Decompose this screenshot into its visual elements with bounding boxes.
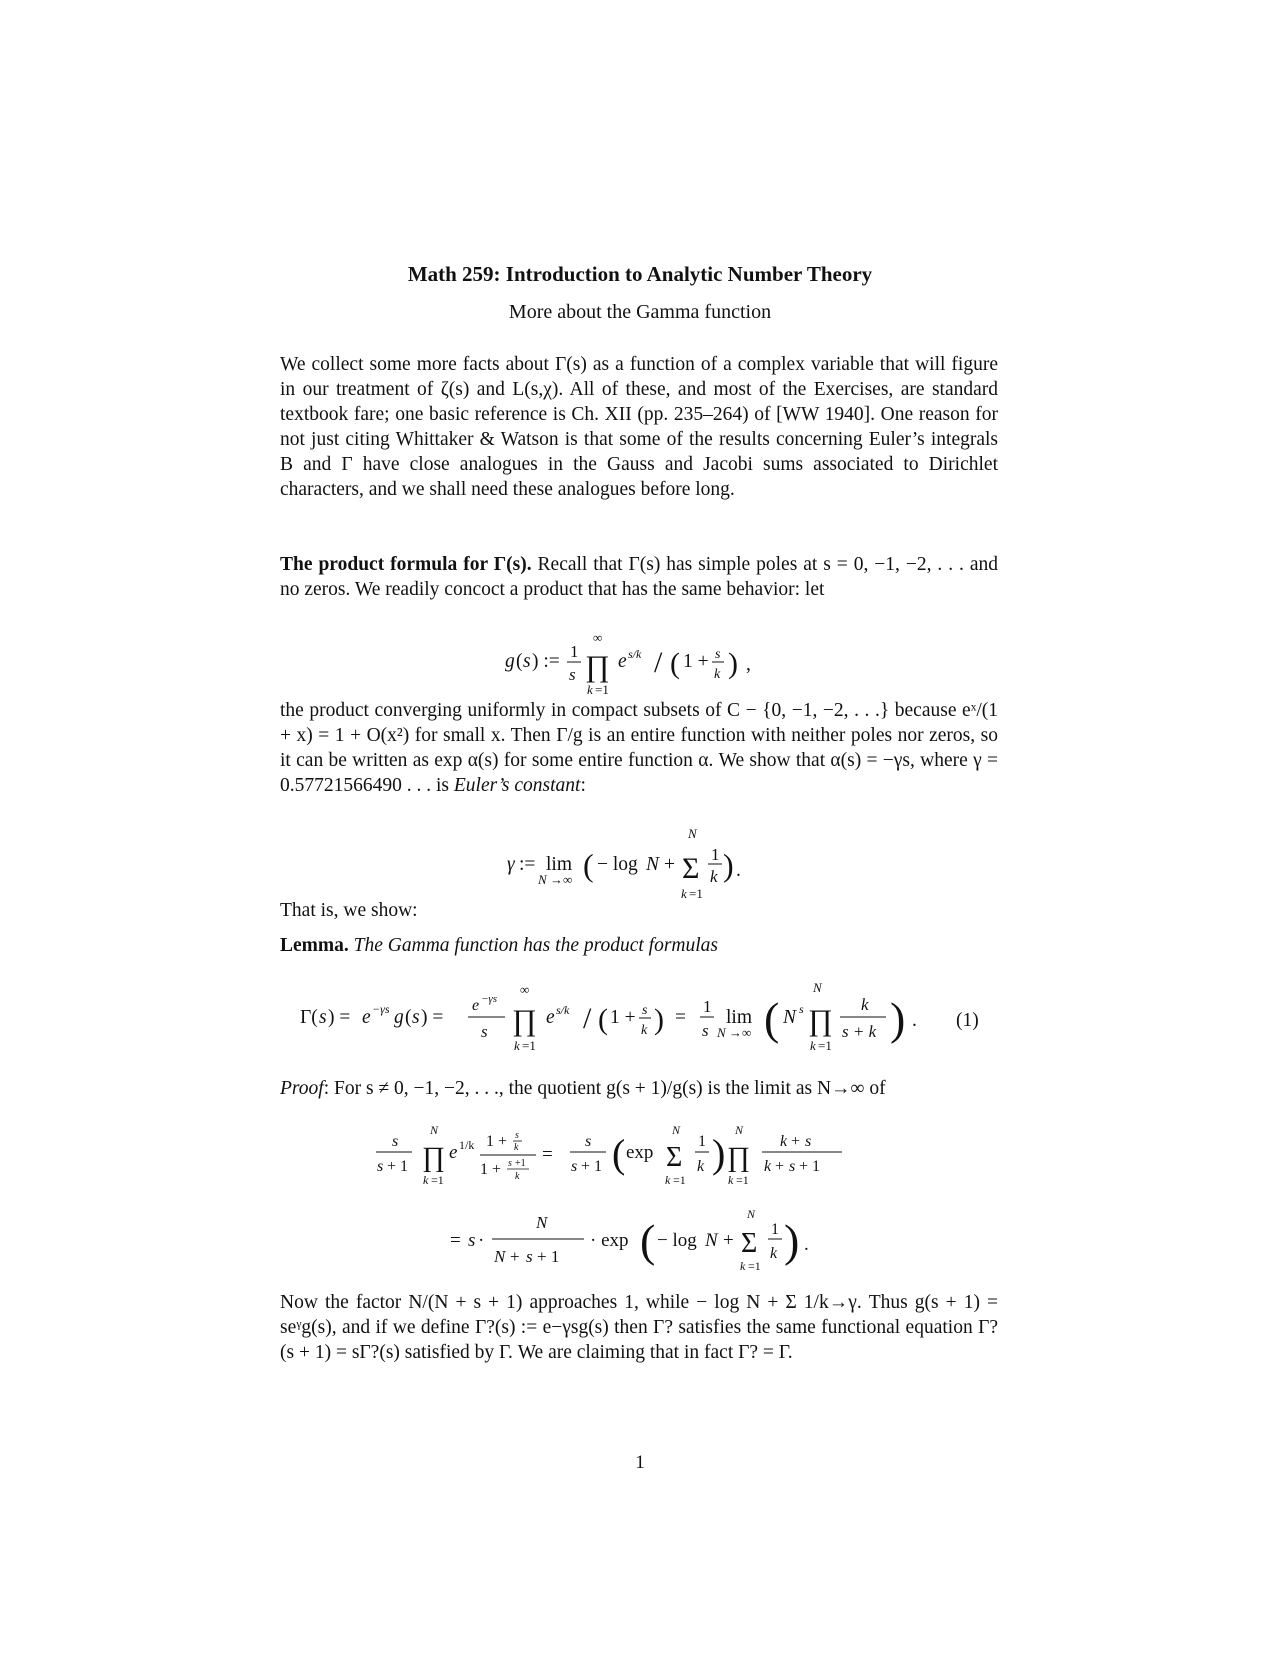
svg-text:/: / [583, 1002, 592, 1035]
svg-text:g: g [505, 651, 515, 672]
svg-text:− log: − log [597, 854, 638, 875]
svg-text:+: + [664, 854, 675, 875]
lemma-paragraph [280, 933, 998, 958]
lemma-label: Lemma. [280, 935, 349, 956]
svg-text:s: s [481, 1022, 488, 1041]
svg-text:s: s [789, 1158, 796, 1175]
svg-text:N: N [705, 1230, 718, 1251]
svg-text:k: k [780, 1133, 788, 1150]
euler-constant-term: Euler’s constant [453, 775, 581, 796]
svg-text:): ) [728, 647, 738, 680]
svg-text:s: s [642, 1003, 648, 1018]
svg-text:k: k [728, 1173, 734, 1187]
svg-text:→∞: →∞ [550, 872, 573, 887]
after-g-paragraph: the product converging uniformly in compact subsets of C − {0, −1, −2, . . .} because eˣ/(1 + x) = 1 + O(x²) for small x. Then Γ/g is an entire function with neither poles nor zeros, so it can be written as exp α(s) for some entire function α. We show that α(s) = −γs, where γ = 0.57721566490 . . . is Euler’s constant: [280, 700, 998, 796]
svg-text:+ 1: + 1 [537, 1247, 560, 1266]
gamma-definition-equation [280, 820, 998, 906]
svg-text:−γs: −γs [372, 1002, 390, 1016]
svg-text:N: N [747, 1207, 756, 1221]
svg-text:+: + [791, 1133, 801, 1150]
svg-text:γ: γ [507, 854, 515, 875]
svg-text:) :=: ) := [532, 651, 560, 672]
svg-text:+ 1: + 1 [387, 1158, 409, 1175]
svg-text:): ) [890, 993, 906, 1044]
svg-text:): ) [654, 1003, 664, 1036]
product-formula-paragraph [280, 552, 998, 602]
svg-text:− log: − log [657, 1230, 697, 1251]
svg-text:(: ( [612, 1131, 626, 1176]
svg-text:1: 1 [703, 997, 712, 1016]
svg-text:N: N [672, 1123, 681, 1137]
svg-text:s: s [392, 1133, 399, 1150]
svg-text:=1: =1 [748, 1259, 761, 1273]
svg-text:=1: =1 [818, 1038, 832, 1053]
conclusion-paragraph: Now the factor N/(N + s + 1) approaches 1, while − log N + Σ 1/k→γ. Thus g(s + 1) = seᵞg(s), and if we define Γ?(s) := e−γsg(s) then Γ? satisfies the same functional equation Γ?(s + 1) = sΓ?(s) satisfied by Γ. We are claiming that in fact Γ? = Γ. [280, 1292, 998, 1363]
svg-text:): ) [784, 1215, 800, 1266]
svg-text:=1: =1 [689, 886, 703, 901]
svg-text:.: . [804, 1234, 809, 1255]
svg-text:s/k: s/k [628, 647, 642, 661]
svg-text:s: s [468, 1230, 476, 1251]
svg-text:k: k [587, 682, 593, 697]
svg-text:→∞: →∞ [729, 1025, 752, 1040]
svg-text:exp: exp [626, 1142, 654, 1163]
svg-text:k: k [740, 1259, 746, 1273]
svg-text:k: k [641, 1023, 648, 1038]
svg-text:s: s [412, 1007, 420, 1028]
svg-text:∏: ∏ [422, 1142, 446, 1173]
svg-text:/: / [654, 646, 663, 679]
lemma-equation-1 [280, 970, 1004, 1066]
svg-text:s: s [585, 1133, 592, 1150]
svg-text:g: g [394, 1007, 404, 1028]
svg-text:+: + [510, 1247, 520, 1266]
section-heading: The product formula for Γ(s). [280, 554, 532, 575]
svg-text:+ 1: + 1 [799, 1158, 821, 1175]
svg-text:k: k [764, 1158, 772, 1175]
svg-text:Σ: Σ [666, 1142, 683, 1173]
svg-text:N: N [536, 1213, 548, 1232]
svg-text:1 +: 1 + [486, 1133, 508, 1150]
equation-number: (1) [956, 1010, 979, 1031]
svg-text:,: , [746, 654, 751, 675]
svg-text:N: N [717, 1025, 726, 1040]
svg-text:=1: =1 [522, 1038, 536, 1053]
svg-text:s: s [319, 1007, 327, 1028]
svg-text:s: s [569, 665, 576, 684]
svg-text:+: + [723, 1230, 734, 1251]
svg-text:· exp: · exp [590, 1230, 629, 1251]
svg-text:∏: ∏ [512, 1004, 537, 1037]
svg-text:=1: =1 [431, 1173, 444, 1187]
svg-text:N: N [688, 826, 697, 841]
svg-text:e: e [472, 997, 480, 1014]
svg-text:k: k [861, 995, 869, 1014]
svg-text:N: N [813, 980, 822, 995]
svg-text:s: s [805, 1133, 812, 1150]
svg-text:(: ( [516, 651, 523, 672]
svg-text:s: s [799, 1002, 804, 1016]
proof-text: : For s ≠ 0, −1, −2, . . ., the quotient g(s + 1)/g(s) is the limit as N→∞ of [323, 1078, 886, 1099]
svg-text:k: k [714, 667, 721, 682]
svg-text:·: · [478, 1230, 485, 1251]
svg-text:N: N [494, 1247, 506, 1266]
svg-text:s: s [526, 1247, 533, 1266]
svg-text:e: e [362, 1007, 371, 1028]
svg-text:Γ(: Γ( [300, 1007, 318, 1028]
proof-equation [280, 1122, 998, 1282]
svg-text:∞: ∞ [520, 982, 530, 997]
svg-text:k: k [514, 1142, 519, 1153]
svg-text:∞: ∞ [593, 630, 603, 645]
svg-text:s + k: s + k [842, 1022, 877, 1041]
svg-text:N: N [646, 854, 660, 875]
svg-text:N: N [735, 1123, 744, 1137]
svg-text:) =: ) = [328, 1007, 351, 1028]
svg-text:=1: =1 [736, 1173, 749, 1187]
that-is-paragraph: That is, we show: [280, 900, 418, 921]
svg-text:k: k [770, 1245, 778, 1262]
svg-text:lim: lim [726, 1007, 753, 1028]
svg-text::=: := [519, 854, 536, 875]
svg-text:(: ( [405, 1007, 412, 1028]
svg-text:+: + [775, 1158, 785, 1175]
svg-text:1 +: 1 + [480, 1161, 502, 1178]
svg-text:+ 1: + 1 [581, 1158, 603, 1175]
svg-text:(: ( [598, 1003, 608, 1036]
svg-text:N: N [783, 1007, 797, 1028]
svg-text:1/k: 1/k [459, 1138, 475, 1152]
svg-text:1: 1 [711, 845, 720, 864]
svg-text:k: k [514, 1038, 520, 1053]
proof-paragraph [280, 1076, 998, 1101]
svg-text:k: k [423, 1173, 429, 1187]
svg-text:s: s [523, 651, 531, 672]
svg-text:e: e [449, 1142, 458, 1163]
svg-text:lim: lim [546, 854, 573, 875]
svg-text:−γs: −γs [481, 993, 498, 1005]
svg-text:s: s [571, 1158, 578, 1175]
lemma-text: The Gamma function has the product formulas [353, 935, 719, 956]
svg-text:(: ( [583, 847, 594, 883]
svg-text:e: e [546, 1007, 555, 1028]
svg-text:N: N [430, 1123, 439, 1137]
svg-text:s: s [515, 1130, 519, 1141]
svg-text:k: k [697, 1158, 705, 1175]
svg-text:k: k [710, 867, 718, 886]
svg-text:s: s [715, 647, 721, 662]
after-g-text: the product converging uniformly in compact subsets of C − {0, −1, −2, . . .} because eˣ/(1 + x) = 1 + O(x²) for small x. Then Γ/g is an entire function with neither poles nor zeros, so it can be written as exp α(s) for some entire function α. We show that α(s) = −γs, where γ = 0.57721566490 . . . is [280, 700, 998, 796]
svg-text:.: . [912, 1010, 917, 1031]
svg-text:=: = [542, 1144, 553, 1165]
svg-text:=: = [675, 1007, 686, 1028]
page-number: 1 [635, 1452, 645, 1473]
svg-text:∏: ∏ [585, 650, 610, 683]
svg-text:1 +: 1 + [610, 1007, 636, 1028]
svg-text:k: k [515, 1171, 520, 1182]
svg-text:=1: =1 [595, 682, 609, 697]
svg-text:s: s [702, 1021, 709, 1040]
svg-text:(: ( [640, 1215, 656, 1266]
svg-text:e: e [618, 651, 627, 672]
svg-text:N: N [538, 872, 547, 887]
svg-text:1: 1 [771, 1221, 779, 1238]
svg-text:∏: ∏ [727, 1142, 751, 1173]
g-definition-equation [280, 620, 998, 702]
svg-text:1: 1 [698, 1133, 706, 1150]
proof-label: Proof [280, 1078, 324, 1099]
svg-text:1: 1 [570, 642, 579, 661]
svg-text:) =: ) = [421, 1007, 444, 1028]
svg-text:k: k [665, 1173, 671, 1187]
svg-text:k: k [681, 886, 687, 901]
page-subtitle: More about the Gamma function [508, 301, 772, 323]
svg-text:=: = [450, 1230, 461, 1251]
svg-text:k: k [810, 1038, 816, 1053]
product-formula-text: Recall that Γ(s) has simple poles at s = 0, −1, −2, . . . and no zeros. We readily concoct a product that has the same behavior: let [280, 554, 999, 600]
svg-text:): ) [723, 847, 734, 883]
intro-paragraph: We collect some more facts about Γ(s) as a function of a complex variable that will figure in our treatment of ζ(s) and L(s,χ). All of these, and most of the Exercises, are standard textbook fare; one basic reference is Ch. XII (pp. 235–264) of [WW 1940]. One reason for not just citing Whittaker & Watson is that some of the results concerning Euler’s integrals B and Γ have close analogues in the Gauss and Jacobi sums associated to Dirichlet characters, and we shall need these analogues before long. [280, 354, 998, 500]
svg-text:s: s [377, 1158, 384, 1175]
svg-text:=1: =1 [673, 1173, 686, 1187]
svg-text:(: ( [670, 647, 680, 680]
svg-text:(: ( [764, 993, 780, 1044]
svg-text:s: s [508, 1158, 512, 1169]
page-title: Math 259: Introduction to Analytic Number Theory [407, 262, 873, 286]
svg-text:∏: ∏ [808, 1004, 833, 1037]
svg-text:Σ: Σ [682, 852, 700, 885]
svg-text:s/k: s/k [556, 1003, 570, 1017]
svg-text:1 +: 1 + [683, 651, 709, 672]
svg-text:.: . [736, 860, 741, 881]
svg-text:): ) [712, 1131, 726, 1176]
svg-text:Σ: Σ [741, 1228, 758, 1259]
svg-text:+1: +1 [515, 1158, 526, 1169]
